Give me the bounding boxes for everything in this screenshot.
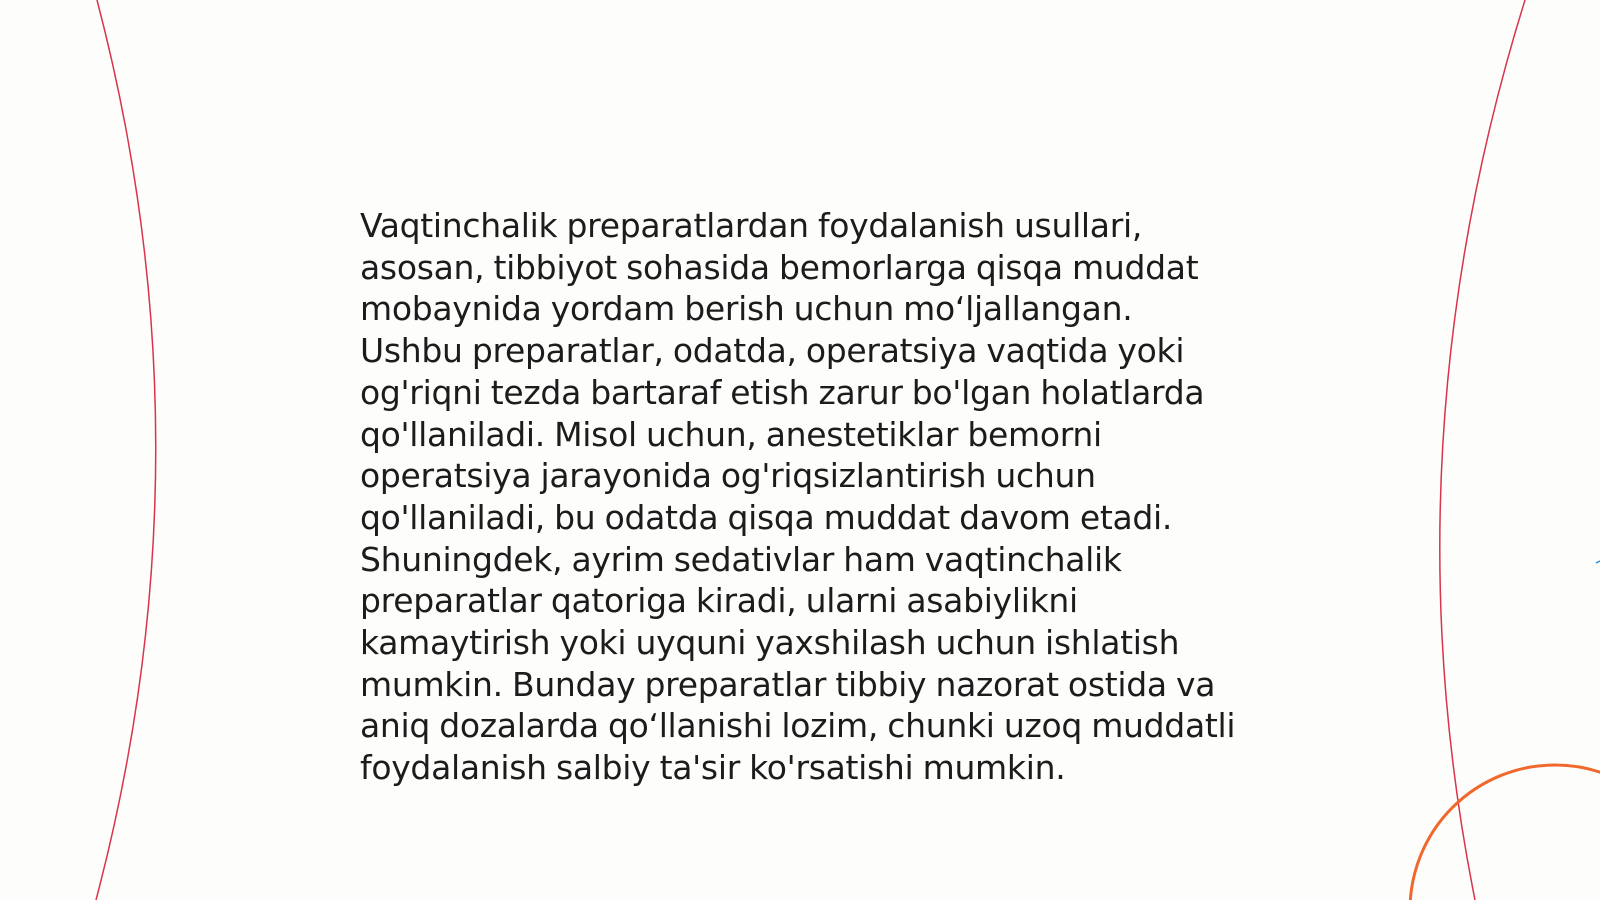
text-line: preparatlar qatoriga kiradi, ularni asabiylikni [360, 581, 1078, 621]
text-line: mobaynida yordam berish uchun mo‘ljallangan. [360, 289, 1133, 329]
body-paragraph [360, 205, 1260, 789]
text-line: Shuningdek, ayrim sedativlar ham vaqtinchalik [360, 539, 1122, 579]
text-line: mumkin. Bunday preparatlar tibbiy nazorat ostida va [360, 664, 1216, 704]
left-curve [96, 0, 156, 900]
text-line: foydalanish salbiy ta'sir ko'rsatishi mumkin. [360, 748, 1066, 788]
text-line: qo'llaniladi, bu odatda qisqa muddat davom etadi. [360, 497, 1173, 537]
text-line: asosan, tibbiyot sohasida bemorlarga qisqa muddat [360, 247, 1199, 287]
text-line: operatsiya jarayonida og'riqsizlantirish uchun [360, 456, 1096, 496]
text-line: aniq dozalarda qo‘llanishi lozim, chunki uzoq muddatli [360, 706, 1236, 746]
text-line: qo'llaniladi. Misol uchun, anestetiklar bemorni [360, 414, 1102, 454]
text-line: Vaqtinchalik preparatlardan foydalanish usullari, [360, 206, 1143, 245]
text-line: Ushbu preparatlar, odatda, operatsiya vaqtida yoki [360, 331, 1185, 371]
orange-circle-arc [1410, 765, 1600, 900]
text-line: kamaytirish yoki uyquni yaxshilash uchun ishlatish [360, 623, 1180, 663]
blue-accent-mark [1596, 561, 1600, 563]
text-line: og'riqni tezda bartaraf etish zarur bo'lgan holatlarda [360, 372, 1205, 412]
right-curve [1440, 0, 1525, 900]
